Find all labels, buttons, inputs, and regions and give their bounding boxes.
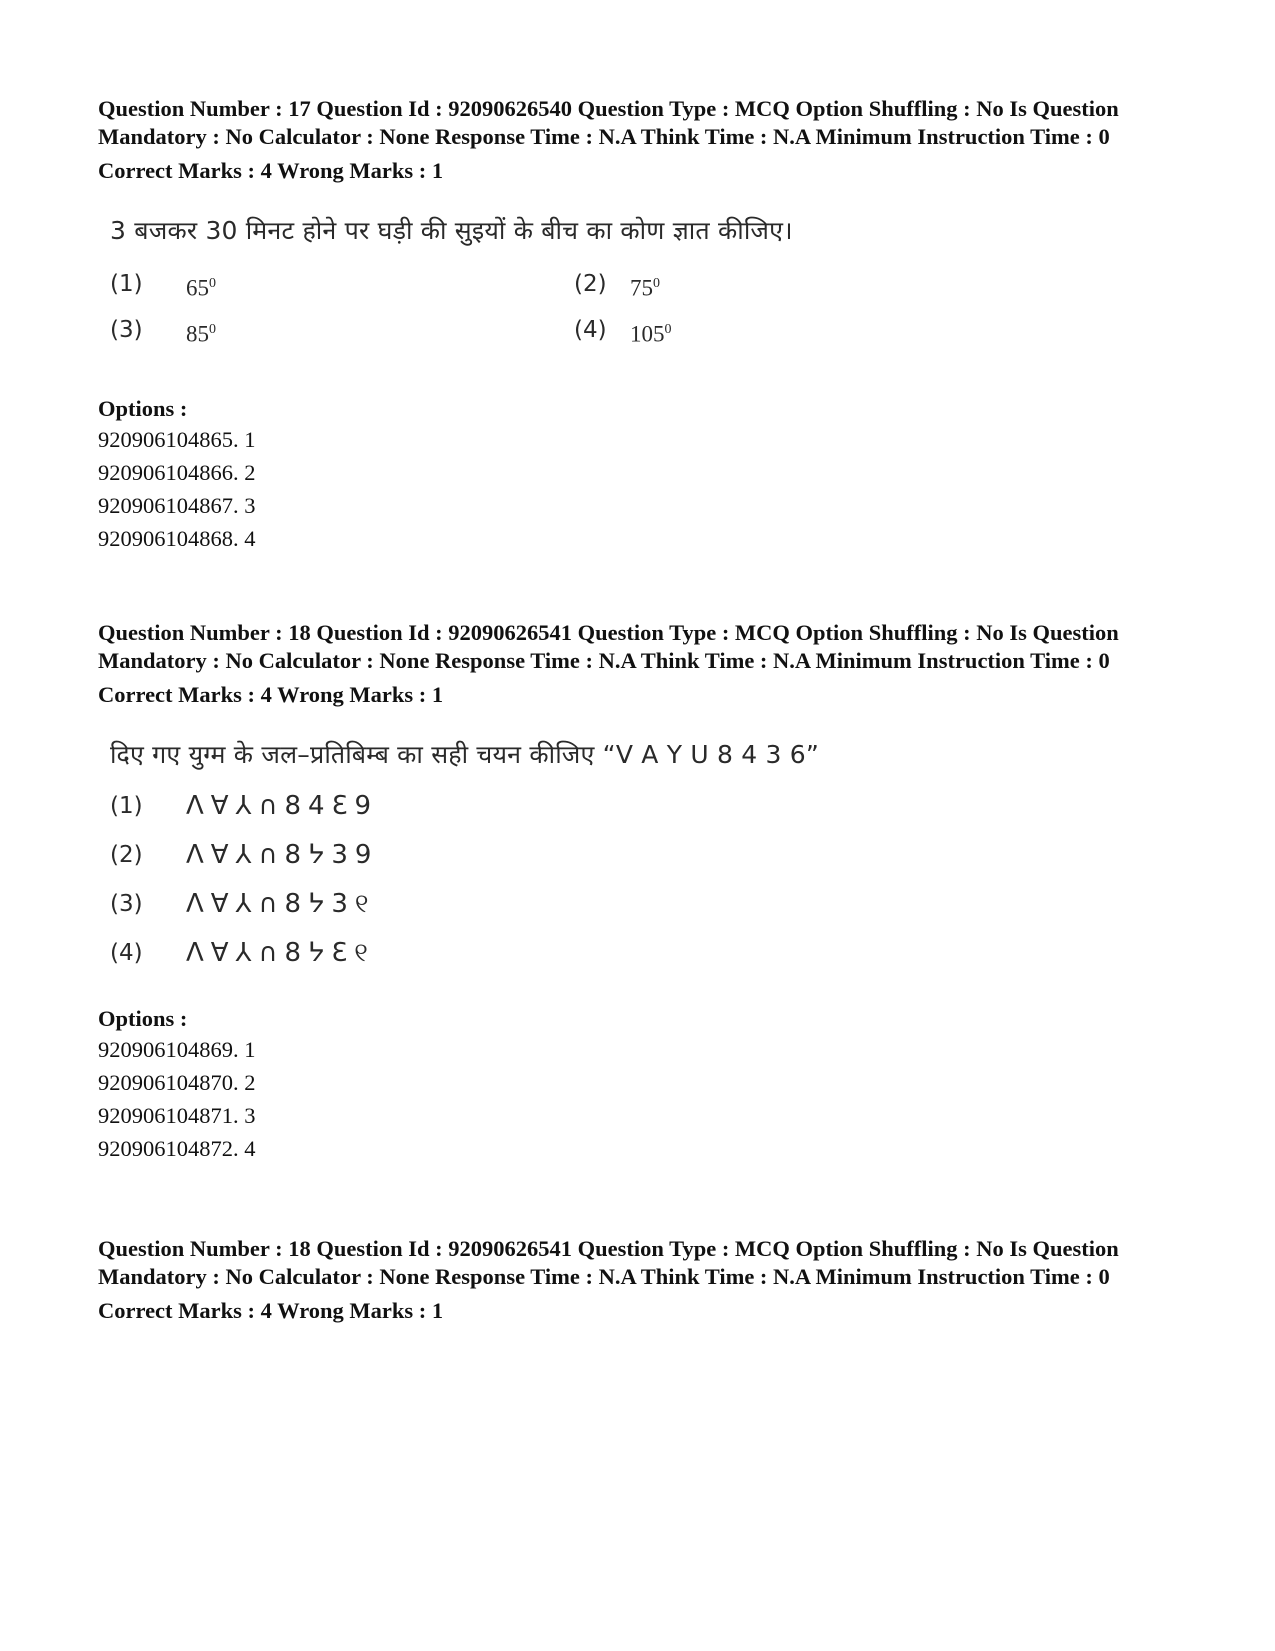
question-18-repeat-marks: Correct Marks : 4 Wrong Marks : 1 (98, 1298, 444, 1323)
question-18-repeat (98, 1235, 1178, 1325)
option-id: 920906104870. 2 (98, 1070, 256, 1095)
choice-number: (2) (110, 842, 143, 868)
choice-value: Λ∀⅄∩8ᔭ3୧ (186, 889, 376, 919)
choice-number: (1) (110, 793, 143, 819)
choice-4 (110, 938, 1178, 987)
choice-number: (1) (110, 271, 143, 297)
option-id: 920906104872. 4 (98, 1136, 256, 1161)
option-id-list (98, 1033, 1178, 1165)
option-id: 920906104869. 1 (98, 1037, 256, 1062)
options-label: Options : (98, 1006, 188, 1031)
option-id: 920906104865. 1 (98, 427, 256, 452)
choice-3 (110, 889, 1178, 938)
question-18-stem: दिए गए युग्म के जल–प्रतिबिम्ब का सही चयन कीजिए “V A Y U 8 4 3 6” (110, 740, 819, 769)
question-17 (98, 95, 1178, 555)
question-18-image (110, 739, 1178, 987)
choice-value: Λ∀⅄∩8ᔭƐ୧ (186, 938, 375, 968)
option-id-list (98, 423, 1178, 555)
question-18-repeat-meta: Question Number : 18 Question Id : 92090626541 Question Type : MCQ Option Shuffling : No Is Question Mandatory : No Calculator : None Response Time : N.A Think Time : N.A Minimum Instruction Time : 0 (98, 1236, 1119, 1289)
options-label: Options : (98, 396, 188, 421)
choice-value: $105^0$ (630, 321, 672, 347)
question-17-marks: Correct Marks : 4 Wrong Marks : 1 (98, 158, 444, 183)
question-18 (98, 619, 1178, 1165)
choice-1 (110, 791, 1178, 840)
choice-2 (110, 840, 1178, 889)
choice-number: (2) (574, 271, 607, 297)
choice-value: $65^0$ (186, 275, 216, 301)
question-18-marks: Correct Marks : 4 Wrong Marks : 1 (98, 682, 444, 707)
question-17-stem: 3 बजकर 30 मिनट होने पर घड़ी की सुइयों के बीच का कोण ज्ञात कीजिए। (110, 216, 793, 245)
choice-value: $85^0$ (186, 321, 216, 347)
choice-value: Λ∀⅄∩8ᔭ39 (186, 840, 379, 870)
question-17-image (110, 215, 1178, 365)
choice-number: (3) (110, 317, 143, 343)
choice-number: (4) (110, 940, 143, 966)
question-18-meta: Question Number : 18 Question Id : 92090626541 Question Type : MCQ Option Shuffling : No Is Question Mandatory : No Calculator : None Response Time : N.A Think Time : N.A Minimum Instruction Time : 0 (98, 620, 1119, 673)
option-id: 920906104866. 2 (98, 460, 256, 485)
question-17-choices (110, 269, 1178, 365)
option-id: 920906104868. 4 (98, 526, 256, 551)
choice-number: (3) (110, 891, 143, 917)
option-id: 920906104871. 3 (98, 1103, 256, 1128)
choice-number: (4) (574, 317, 607, 343)
choice-value: Λ∀⅄∩84Ɛ9 (186, 791, 379, 821)
choice-value: $75^0$ (630, 275, 660, 301)
question-18-choices (110, 791, 1178, 987)
question-17-meta: Question Number : 17 Question Id : 92090626540 Question Type : MCQ Option Shuffling : No Is Question Mandatory : No Calculator : None Response Time : N.A Think Time : N.A Minimum Instruction Time : 0 (98, 96, 1119, 149)
option-id: 920906104867. 3 (98, 493, 256, 518)
